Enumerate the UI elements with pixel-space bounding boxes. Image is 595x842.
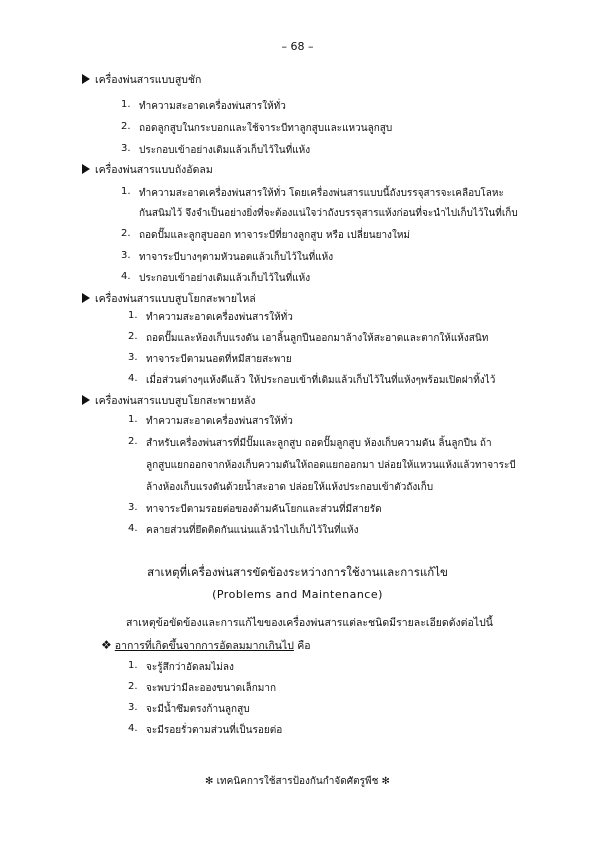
section-heading: เครื่องพ่นสารแบบสูบโยกสะพายไหล่ bbox=[82, 290, 256, 307]
list-item-continuation: ลูกสูบแยกออกจากห้องเก็บความดันให้ถอดแยกออกมา ปล่อยให้แหวนแห้งแล้วทาจาระบี bbox=[146, 460, 516, 471]
section-heading: เครื่องพ่นสารแบบสูบโยกสะพายหลัง bbox=[82, 392, 256, 409]
section-heading: เครื่องพ่นสารแบบถังอัดลม bbox=[82, 161, 213, 178]
arrow-bullet-icon bbox=[82, 74, 90, 84]
arrow-bullet-icon bbox=[82, 293, 90, 303]
page-number: – 68 – bbox=[281, 40, 314, 53]
arrow-bullet-icon bbox=[82, 164, 90, 174]
section-title: สาเหตุที่เครื่องพ่นสารขัดข้องระหว่างการใช้งานและการแก้ไข bbox=[147, 565, 448, 579]
section-subtitle: (Problems and Maintenance) bbox=[212, 588, 383, 601]
diamond-bullet-icon: ❖ bbox=[101, 638, 112, 652]
page-footer: ✻ เทคนิคการใช้สารป้องกันกำจัดศัตรูพืช ✻ bbox=[205, 776, 390, 787]
list-item-continuation: ล้างห้องเก็บแรงดันด้วยน้ำสะอาด ปล่อยให้แห้งประกอบเข้าตัวถังเก็บ bbox=[146, 482, 434, 493]
arrow-bullet-icon bbox=[82, 395, 90, 405]
section-heading: เครื่องพ่นสารแบบสูบชัก bbox=[82, 71, 201, 88]
list-item-continuation: กันสนิมไว้ จึงจำเป็นอย่างยิ่งที่จะต้องแน่ใจว่าถังบรรจุสารแห้งก่อนที่จะนำไปเก็บไว้ในที่เก็บ bbox=[139, 208, 518, 219]
symptom-heading: ❖ อาการที่เกิดขึ้นจากการอัดลมมากเกินไป คือ bbox=[101, 638, 311, 652]
intro-paragraph: สาเหตุข้อขัดข้องและการแก้ไขของเครื่องพ่นสารแต่ละชนิดมีรายละเอียดดังต่อไปนี้ bbox=[126, 617, 493, 629]
